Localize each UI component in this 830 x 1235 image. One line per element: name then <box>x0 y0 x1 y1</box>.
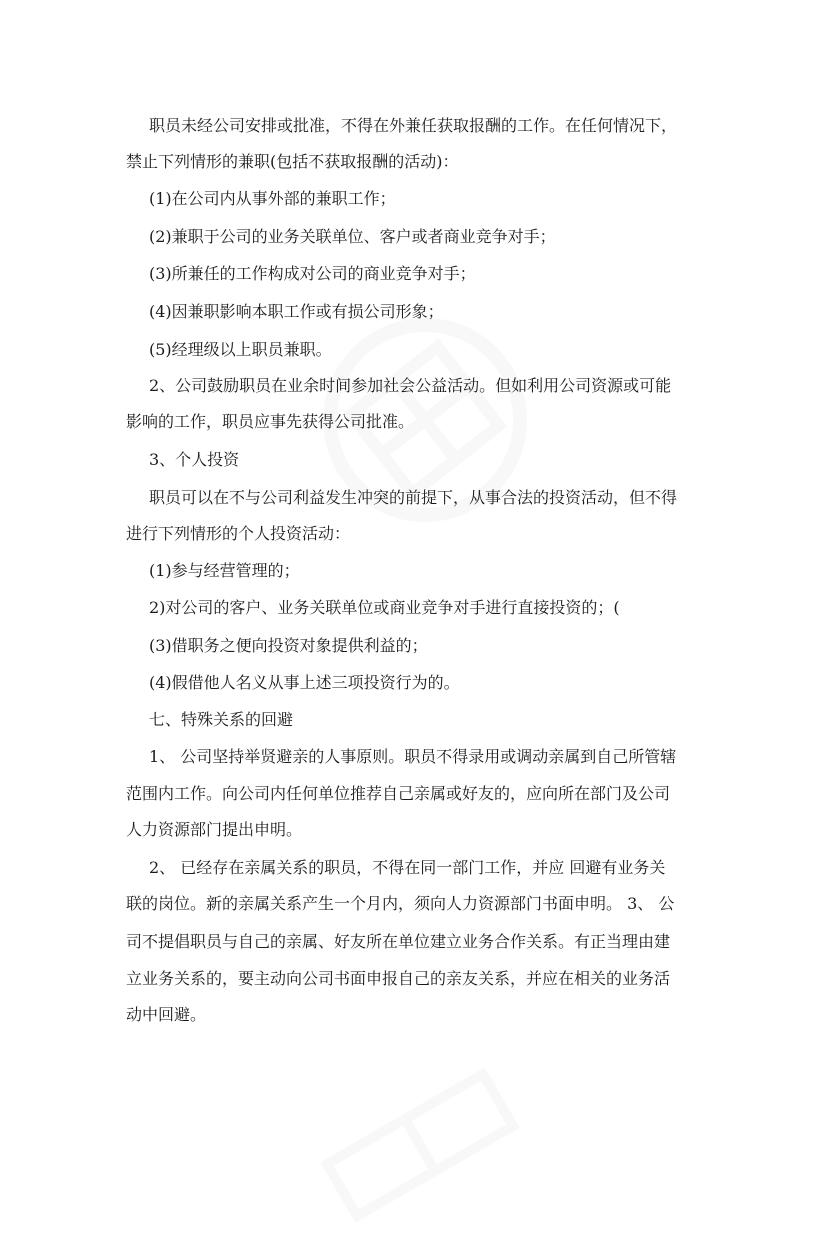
paragraph-line: 联的岗位。新的亲属关系产生一个月内，须向人力资源部门书面申明。 3、 公 <box>126 894 675 913</box>
paragraph-line: 司不提倡职员与自己的亲属、好友所在单位建立业务合作关系。有正当理由建 <box>126 932 671 951</box>
list-item: (3)所兼任的工作构成对公司的商业竞争对手； <box>149 264 476 283</box>
paragraph-line: 禁止下列情形的兼职(包括不获取报酬的活动)： <box>126 152 459 171</box>
paragraph-line: 动中回避。 <box>126 1005 207 1024</box>
paragraph-line: 职员可以在不与公司利益发生冲突的前提下，从事合法的投资活动，但不得 <box>149 488 678 507</box>
paragraph-line: 影响的工作，职员应事先获得公司批准。 <box>126 412 415 431</box>
list-item: (2)兼职于公司的业务关联单位、客户或者商业竞争对手； <box>149 227 556 246</box>
paragraph-line: 职员未经公司安排或批准，不得在外兼任获取报酬的工作。在任何情况下， <box>149 116 678 135</box>
paragraph-line: 1、 公司坚持举贤避亲的人事原则。职员不得录用或调动亲属到自己所管辖 <box>149 747 677 766</box>
list-item: 2)对公司的客户、业务关联单位或商业竞争对手进行直接投资的；( <box>149 598 620 617</box>
paragraph-line: 立业务关系的，要主动向公司书面申报自己的亲友关系，并应在相关的业务活 <box>126 969 671 988</box>
paragraph-line: 2、公司鼓励职员在业余时间参加社会公益活动。但如利用公司资源或可能 <box>149 376 672 395</box>
section-heading: 3、个人投资 <box>149 450 240 469</box>
list-item: (1)参与经营管理的； <box>149 561 300 580</box>
paragraph-line: 人力资源部门提出申明。 <box>126 820 303 839</box>
list-item: (3)借职务之便向投资对象提供利益的； <box>149 636 428 655</box>
section-heading: 七、特殊关系的回避 <box>149 710 294 729</box>
list-item: (5)经理级以上职员兼职。 <box>149 340 332 359</box>
list-item: (1)在公司内从事外部的兼职工作； <box>149 189 396 208</box>
paragraph-line: 范围内工作。向公司内任何单位推荐自己亲属或好友的，应向所在部门及公司 <box>126 784 671 803</box>
paragraph-line: 进行下列情形的个人投资活动： <box>126 524 351 543</box>
list-item: (4)因兼职影响本职工作或有损公司形象； <box>149 302 444 321</box>
paragraph-line: 2、 已经存在亲属关系的职员，不得在同一部门工作，并应 回避有业务关 <box>149 858 666 877</box>
list-item: (4)假借他人名义从事上述三项投资行为的。 <box>149 673 460 692</box>
